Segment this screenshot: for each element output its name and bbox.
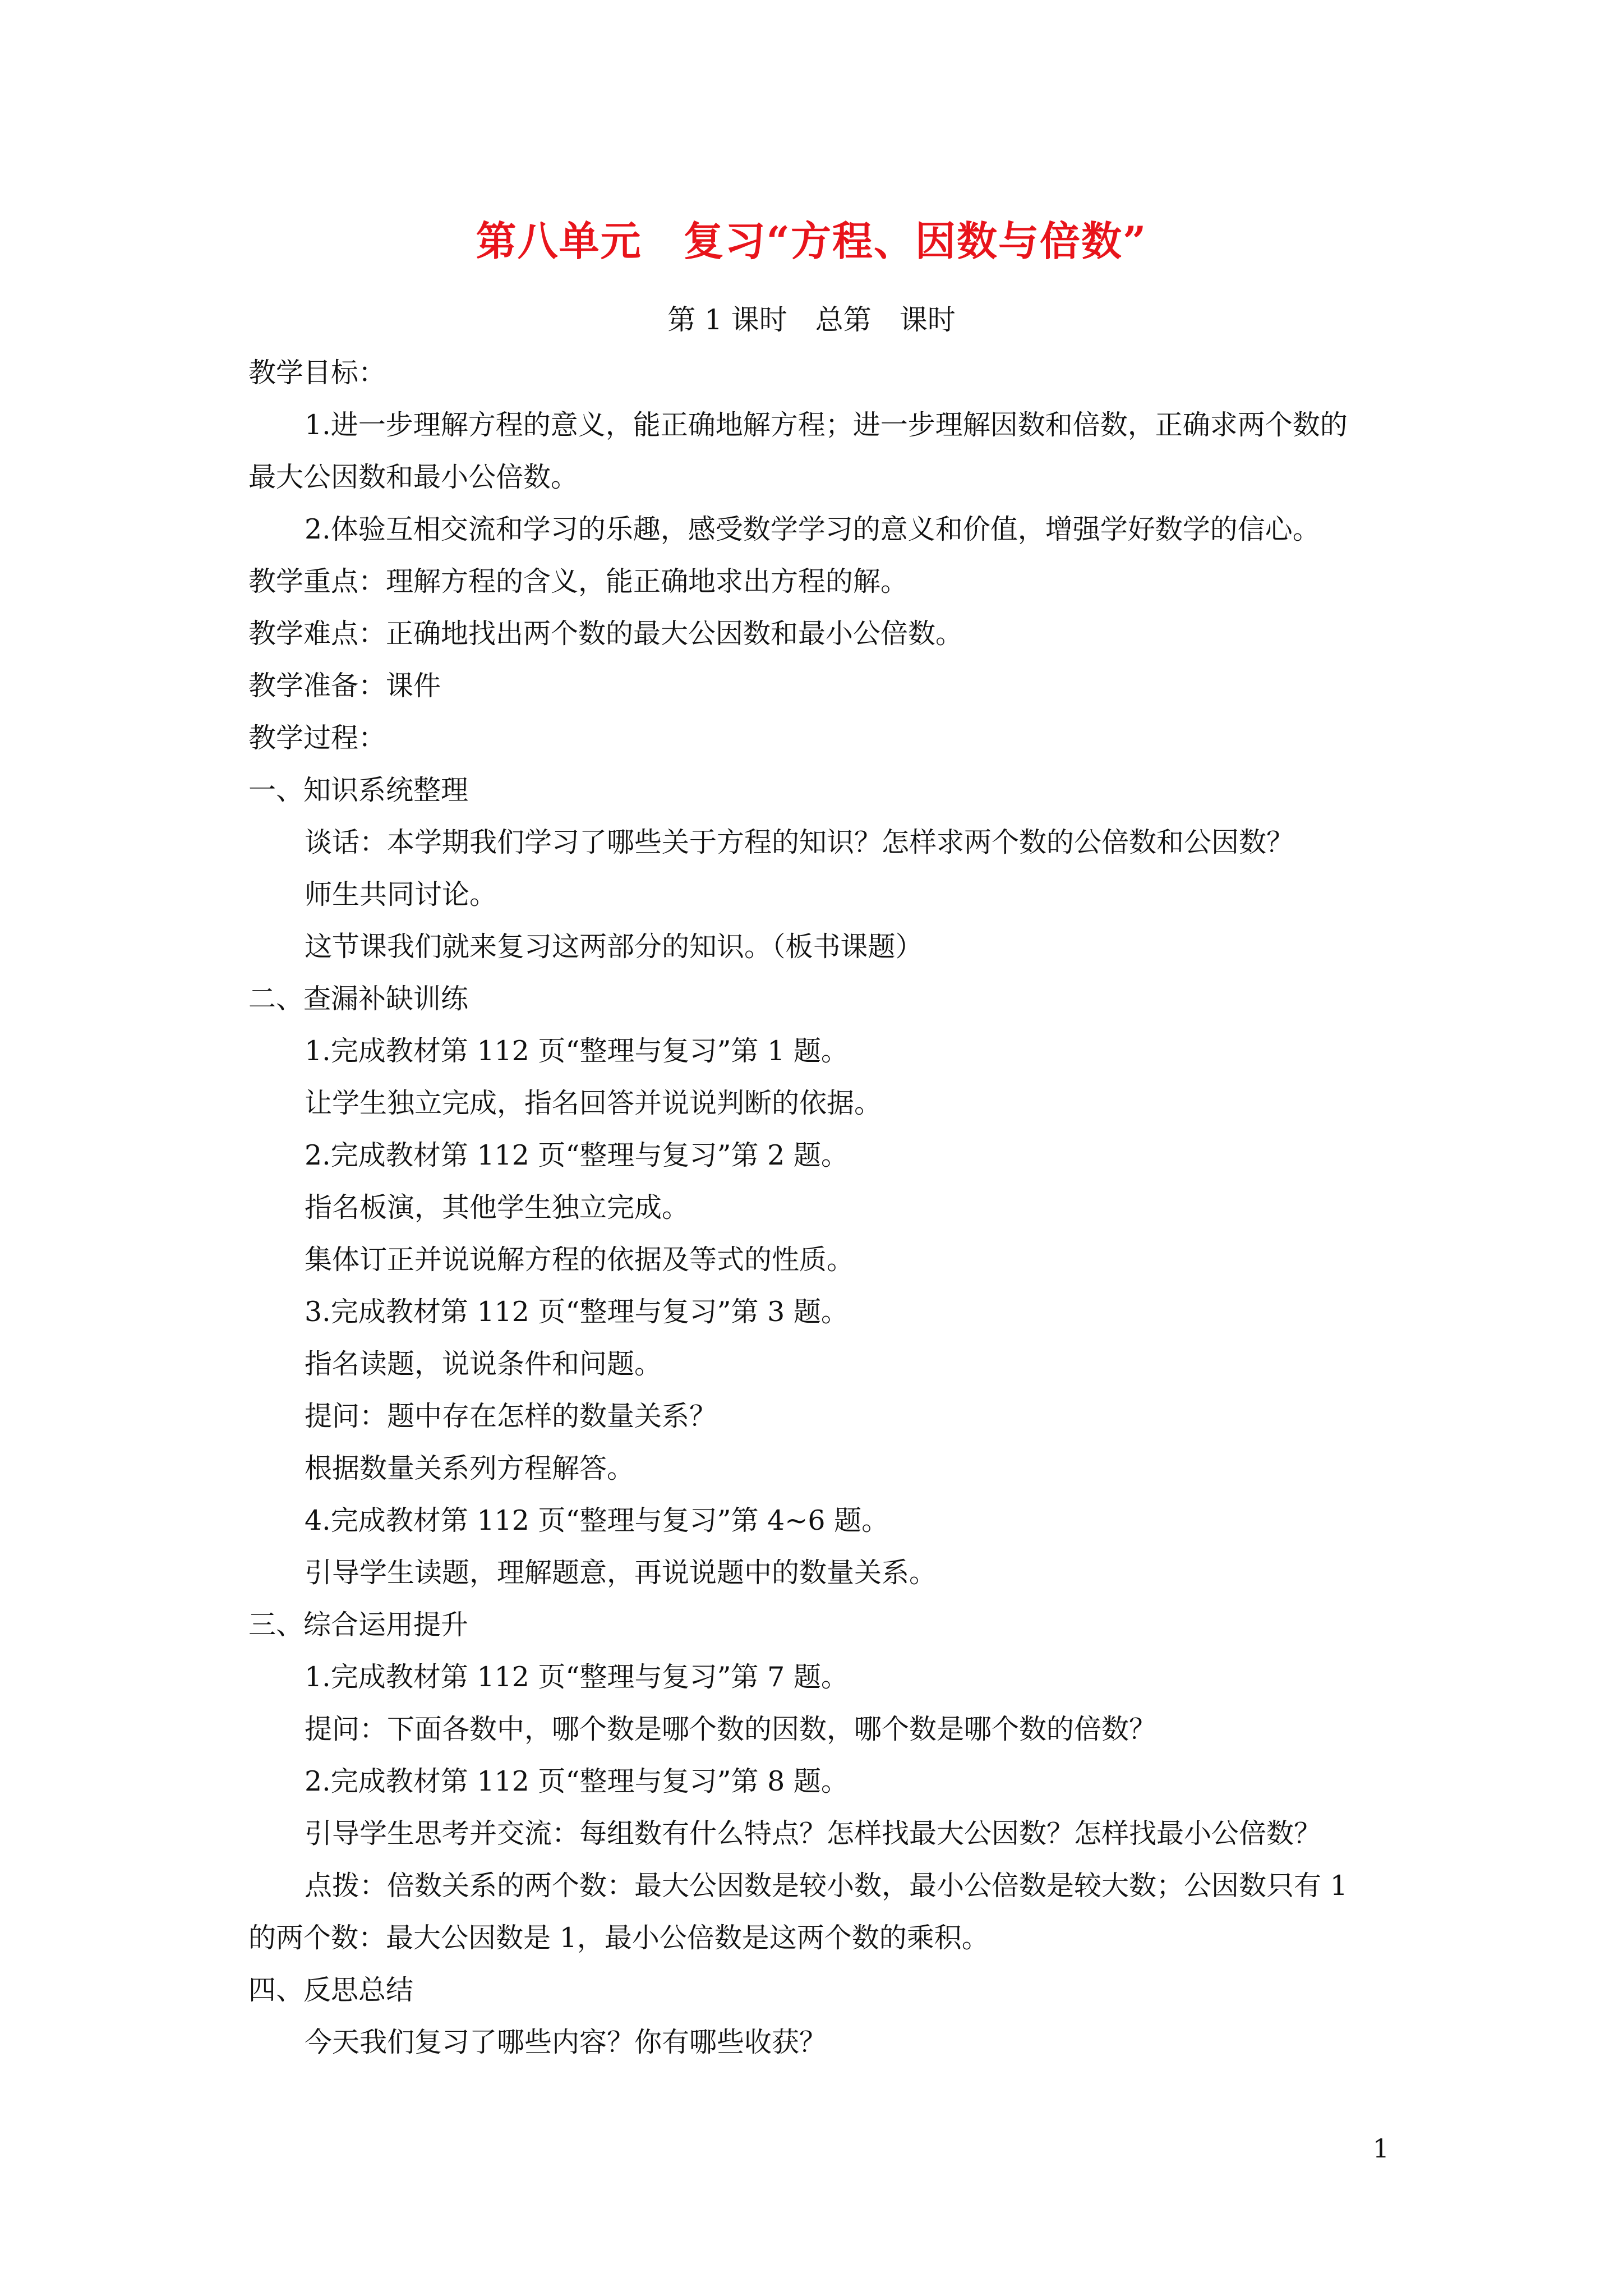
text-line: 2.完成教材第 112 页“整理与复习”第 8 题。 <box>305 1765 849 1797</box>
text-line: 引导学生思考并交流：每组数有什么特点？怎样找最大公因数？怎样找最小公倍数？ <box>305 1818 1322 1849</box>
page-number: 1 <box>1372 2133 1389 2164</box>
text-line: 二、查漏补缺训练 <box>248 983 469 1015</box>
text-line: 提问：题中存在怎样的数量关系？ <box>305 1400 717 1432</box>
text-line: 教学过程： <box>248 722 386 754</box>
text-line: 根据数量关系列方程解答。 <box>305 1452 635 1484</box>
text-line: 教学准备：课件 <box>248 670 441 702</box>
page-title: 第八单元 复习“方程、因数与倍数” <box>476 217 1147 265</box>
text-line: 最大公因数和最小公倍数。 <box>248 461 579 493</box>
text-line: 让学生独立完成，指名回答并说说判断的依据。 <box>305 1087 882 1119</box>
body-text <box>248 347 1393 2068</box>
text-line: 2.完成教材第 112 页“整理与复习”第 2 题。 <box>305 1139 849 1171</box>
text-line: 教学难点：正确地找出两个数的最大公因数和最小公倍数。 <box>248 618 963 650</box>
text-line: 四、反思总结 <box>248 1974 414 2006</box>
text-line: 一、知识系统整理 <box>248 774 469 806</box>
text-line: 4.完成教材第 112 页“整理与复习”第 4~6 题。 <box>305 1504 889 1536</box>
text-line: 1.进一步理解方程的意义，能正确地解方程；进一步理解因数和倍数，正确求两个数的 <box>305 409 1348 441</box>
text-line: 今天我们复习了哪些内容？你有哪些收获？ <box>305 2026 827 2058</box>
lesson-subtitle: 第 1 课时 总第 课时 <box>667 303 956 336</box>
text-line: 点拨：倍数关系的两个数：最大公因数是较小数，最小公倍数是较大数；公因数只有 1 <box>305 1870 1348 1902</box>
text-line: 指名板演，其他学生独立完成。 <box>305 1191 690 1223</box>
text-line: 引导学生读题，理解题意，再说说题中的数量关系。 <box>305 1557 937 1589</box>
text-line: 2.体验互相交流和学习的乐趣，感受数学学习的意义和价值，增强学好数学的信心。 <box>305 513 1320 545</box>
text-line: 的两个数：最大公因数是 1，最小公倍数是这两个数的乘积。 <box>248 1922 989 1954</box>
text-line: 指名读题，说说条件和问题。 <box>305 1348 662 1380</box>
text-line: 1.完成教材第 112 页“整理与复习”第 7 题。 <box>305 1661 849 1693</box>
text-line: 教学目标： <box>248 357 386 389</box>
text-line: 教学重点：理解方程的含义，能正确地求出方程的解。 <box>248 565 909 597</box>
text-line: 1.完成教材第 112 页“整理与复习”第 1 题。 <box>305 1035 849 1067</box>
text-line: 3.完成教材第 112 页“整理与复习”第 3 题。 <box>305 1296 849 1328</box>
text-line: 提问：下面各数中，哪个数是哪个数的因数，哪个数是哪个数的倍数？ <box>305 1713 1157 1745</box>
text-line: 师生共同讨论。 <box>305 878 497 910</box>
text-line: 谈话：本学期我们学习了哪些关于方程的知识？怎样求两个数的公倍数和公因数？ <box>305 826 1294 858</box>
text-line: 三、综合运用提升 <box>248 1609 469 1641</box>
text-line: 这节课我们就来复习这两部分的知识。（板书课题） <box>305 931 923 963</box>
text-line: 集体订正并说说解方程的依据及等式的性质。 <box>305 1244 855 1276</box>
